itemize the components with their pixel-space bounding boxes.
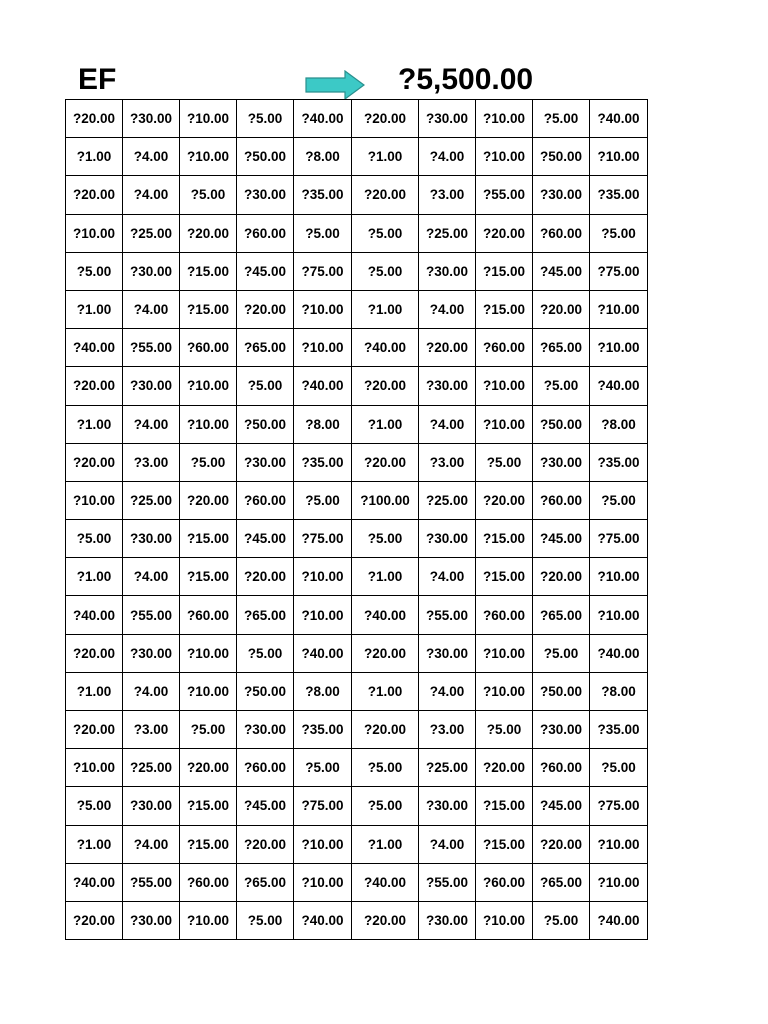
table-cell: ?30.00	[533, 176, 590, 214]
table-cell: ?5.00	[180, 176, 237, 214]
table-cell: ?4.00	[123, 825, 180, 863]
table-cell: ?40.00	[66, 329, 123, 367]
table-cell: ?10.00	[180, 901, 237, 939]
table-cell: ?40.00	[590, 901, 648, 939]
table-cell: ?30.00	[237, 176, 294, 214]
table-cell: ?20.00	[352, 100, 419, 138]
table-cell: ?15.00	[180, 290, 237, 328]
table-cell: ?5.00	[237, 634, 294, 672]
table-cell: ?1.00	[66, 290, 123, 328]
table-row	[66, 787, 648, 825]
table-cell: ?30.00	[533, 443, 590, 481]
table-cell: ?5.00	[352, 749, 419, 787]
table-cell: ?15.00	[180, 825, 237, 863]
table-cell: ?30.00	[419, 100, 476, 138]
table-cell: ?75.00	[590, 787, 648, 825]
table-row	[66, 558, 648, 596]
table-cell: ?4.00	[123, 138, 180, 176]
table-cell: ?20.00	[476, 214, 533, 252]
table-cell: ?4.00	[123, 176, 180, 214]
table-cell: ?8.00	[294, 672, 352, 710]
table-cell: ?5.00	[590, 481, 648, 519]
table-cell: ?15.00	[476, 252, 533, 290]
table-cell: ?10.00	[66, 749, 123, 787]
table-cell: ?40.00	[590, 100, 648, 138]
table-cell: ?20.00	[419, 329, 476, 367]
table-cell: ?20.00	[237, 825, 294, 863]
table-cell: ?5.00	[590, 214, 648, 252]
table-cell: ?10.00	[294, 596, 352, 634]
table-row	[66, 825, 648, 863]
table-cell: ?45.00	[237, 252, 294, 290]
table-cell: ?20.00	[66, 711, 123, 749]
table-cell: ?60.00	[180, 863, 237, 901]
table-cell: ?40.00	[294, 100, 352, 138]
table-cell: ?8.00	[590, 672, 648, 710]
table-cell: ?25.00	[419, 481, 476, 519]
table-cell: ?20.00	[476, 749, 533, 787]
table-cell: ?3.00	[419, 711, 476, 749]
table-cell: ?50.00	[533, 405, 590, 443]
table-cell: ?50.00	[237, 138, 294, 176]
table-cell: ?75.00	[294, 787, 352, 825]
table-cell: ?10.00	[180, 367, 237, 405]
table-row	[66, 711, 648, 749]
table-cell: ?5.00	[533, 100, 590, 138]
table-cell: ?75.00	[294, 520, 352, 558]
table-cell: ?75.00	[294, 252, 352, 290]
table-row	[66, 901, 648, 939]
table-cell: ?4.00	[123, 672, 180, 710]
table-row	[66, 100, 648, 138]
table-cell: ?20.00	[66, 176, 123, 214]
table-cell: ?5.00	[237, 367, 294, 405]
table-row	[66, 596, 648, 634]
table-cell: ?10.00	[590, 596, 648, 634]
table-cell: ?20.00	[352, 901, 419, 939]
table-cell: ?5.00	[237, 100, 294, 138]
table-row	[66, 481, 648, 519]
amount-grid	[65, 99, 648, 940]
table-cell: ?5.00	[180, 443, 237, 481]
table-cell: ?10.00	[590, 329, 648, 367]
table-cell: ?10.00	[294, 863, 352, 901]
table-cell: ?5.00	[237, 901, 294, 939]
table-cell: ?30.00	[419, 520, 476, 558]
table-cell: ?10.00	[476, 138, 533, 176]
table-cell: ?20.00	[476, 481, 533, 519]
table-cell: ?50.00	[237, 405, 294, 443]
table-cell: ?10.00	[180, 672, 237, 710]
table-cell: ?30.00	[419, 787, 476, 825]
table-cell: ?30.00	[123, 787, 180, 825]
table-cell: ?8.00	[294, 405, 352, 443]
table-cell: ?10.00	[476, 634, 533, 672]
table-row	[66, 749, 648, 787]
table-cell: ?10.00	[590, 558, 648, 596]
table-row	[66, 443, 648, 481]
table-row	[66, 672, 648, 710]
table-cell: ?40.00	[352, 863, 419, 901]
table-cell: ?40.00	[66, 863, 123, 901]
table-cell: ?65.00	[237, 596, 294, 634]
table-cell: ?10.00	[476, 100, 533, 138]
table-cell: ?30.00	[419, 901, 476, 939]
table-cell: ?10.00	[294, 825, 352, 863]
table-row	[66, 863, 648, 901]
table-cell: ?5.00	[352, 214, 419, 252]
table-cell: ?60.00	[180, 596, 237, 634]
table-cell: ?5.00	[352, 252, 419, 290]
table-cell: ?40.00	[294, 367, 352, 405]
table-cell: ?30.00	[123, 520, 180, 558]
table-cell: ?10.00	[180, 405, 237, 443]
table-cell: ?4.00	[123, 558, 180, 596]
table-cell: ?4.00	[419, 405, 476, 443]
table-row	[66, 634, 648, 672]
table-cell: ?20.00	[180, 481, 237, 519]
table-cell: ?8.00	[590, 405, 648, 443]
table-cell: ?5.00	[180, 711, 237, 749]
table-cell: ?55.00	[123, 863, 180, 901]
table-cell: ?15.00	[180, 252, 237, 290]
table-cell: ?35.00	[294, 443, 352, 481]
table-cell: ?50.00	[533, 672, 590, 710]
table-cell: ?40.00	[352, 329, 419, 367]
table-cell: ?40.00	[352, 596, 419, 634]
table-cell: ?4.00	[419, 558, 476, 596]
table-cell: ?5.00	[294, 214, 352, 252]
table-cell: ?4.00	[123, 290, 180, 328]
table-row	[66, 176, 648, 214]
table-cell: ?30.00	[533, 711, 590, 749]
table-cell: ?35.00	[294, 176, 352, 214]
table-row	[66, 138, 648, 176]
table-cell: ?20.00	[352, 443, 419, 481]
table-cell: ?30.00	[123, 367, 180, 405]
table-cell: ?40.00	[66, 596, 123, 634]
table-cell: ?1.00	[352, 405, 419, 443]
table-cell: ?10.00	[180, 634, 237, 672]
table-row	[66, 252, 648, 290]
table-row	[66, 290, 648, 328]
table-cell: ?4.00	[419, 138, 476, 176]
table-cell: ?60.00	[533, 214, 590, 252]
table-cell: ?5.00	[66, 252, 123, 290]
table-cell: ?60.00	[237, 749, 294, 787]
table-cell: ?10.00	[590, 138, 648, 176]
table-row	[66, 367, 648, 405]
table-cell: ?20.00	[66, 634, 123, 672]
table-cell: ?10.00	[294, 558, 352, 596]
table-cell: ?60.00	[237, 481, 294, 519]
table-cell: ?10.00	[180, 138, 237, 176]
table-cell: ?45.00	[533, 520, 590, 558]
table-cell: ?1.00	[66, 138, 123, 176]
table-cell: ?65.00	[237, 329, 294, 367]
table-cell: ?1.00	[66, 558, 123, 596]
table-cell: ?25.00	[419, 749, 476, 787]
table-cell: ?5.00	[352, 787, 419, 825]
table-cell: ?20.00	[533, 558, 590, 596]
table-cell: ?10.00	[476, 405, 533, 443]
table-cell: ?40.00	[590, 367, 648, 405]
table-cell: ?40.00	[590, 634, 648, 672]
table-cell: ?100.00	[352, 481, 419, 519]
table-cell: ?1.00	[66, 672, 123, 710]
table-cell: ?10.00	[476, 672, 533, 710]
table-cell: ?4.00	[419, 672, 476, 710]
table-cell: ?60.00	[237, 214, 294, 252]
table-cell: ?10.00	[66, 481, 123, 519]
table-cell: ?10.00	[590, 290, 648, 328]
table-cell: ?60.00	[476, 863, 533, 901]
table-cell: ?20.00	[352, 634, 419, 672]
table-cell: ?15.00	[476, 558, 533, 596]
table-cell: ?15.00	[180, 787, 237, 825]
table-cell: ?35.00	[294, 711, 352, 749]
table-cell: ?1.00	[352, 558, 419, 596]
table-cell: ?55.00	[123, 329, 180, 367]
table-cell: ?60.00	[533, 749, 590, 787]
table-cell: ?65.00	[533, 596, 590, 634]
table-cell: ?75.00	[590, 520, 648, 558]
table-cell: ?5.00	[352, 520, 419, 558]
table-cell: ?20.00	[180, 214, 237, 252]
table-cell: ?30.00	[237, 443, 294, 481]
table-cell: ?4.00	[419, 825, 476, 863]
table-cell: ?10.00	[66, 214, 123, 252]
table-cell: ?45.00	[237, 787, 294, 825]
table-cell: ?75.00	[590, 252, 648, 290]
table-cell: ?20.00	[237, 558, 294, 596]
table-cell: ?60.00	[533, 481, 590, 519]
table-cell: ?35.00	[590, 176, 648, 214]
table-cell: ?3.00	[123, 711, 180, 749]
table-cell: ?25.00	[123, 214, 180, 252]
table-cell: ?55.00	[123, 596, 180, 634]
table-cell: ?30.00	[419, 367, 476, 405]
table-cell: ?1.00	[66, 405, 123, 443]
total-amount: ?5,500.00	[398, 63, 534, 96]
table-cell: ?15.00	[180, 558, 237, 596]
table-cell: ?15.00	[180, 520, 237, 558]
table-cell: ?15.00	[476, 825, 533, 863]
table-cell: ?30.00	[123, 100, 180, 138]
table-cell: ?1.00	[352, 672, 419, 710]
table-cell: ?4.00	[419, 290, 476, 328]
table-cell: ?45.00	[533, 787, 590, 825]
table-cell: ?3.00	[123, 443, 180, 481]
table-cell: ?30.00	[123, 634, 180, 672]
table-cell: ?20.00	[352, 176, 419, 214]
table-cell: ?25.00	[123, 749, 180, 787]
table-cell: ?15.00	[476, 520, 533, 558]
table-cell: ?8.00	[294, 138, 352, 176]
table-cell: ?35.00	[590, 711, 648, 749]
table-cell: ?10.00	[476, 367, 533, 405]
table-cell: ?20.00	[66, 901, 123, 939]
table-cell: ?30.00	[419, 634, 476, 672]
table-cell: ?60.00	[180, 329, 237, 367]
table-cell: ?1.00	[352, 138, 419, 176]
table-cell: ?30.00	[237, 711, 294, 749]
table-cell: ?15.00	[476, 787, 533, 825]
table-cell: ?4.00	[123, 405, 180, 443]
table-cell: ?20.00	[352, 711, 419, 749]
table-cell: ?20.00	[352, 367, 419, 405]
table-row	[66, 214, 648, 252]
table-cell: ?40.00	[294, 901, 352, 939]
table-cell: ?5.00	[294, 749, 352, 787]
table-cell: ?5.00	[533, 634, 590, 672]
table-cell: ?20.00	[533, 290, 590, 328]
table-cell: ?25.00	[419, 214, 476, 252]
table-cell: ?10.00	[294, 290, 352, 328]
table-cell: ?3.00	[419, 176, 476, 214]
table-cell: ?40.00	[294, 634, 352, 672]
table-cell: ?1.00	[352, 290, 419, 328]
table-cell: ?3.00	[419, 443, 476, 481]
table-cell: ?10.00	[590, 863, 648, 901]
table-cell: ?5.00	[533, 367, 590, 405]
table-cell: ?20.00	[66, 443, 123, 481]
table-cell: ?65.00	[237, 863, 294, 901]
table-cell: ?10.00	[476, 901, 533, 939]
table-cell: ?60.00	[476, 329, 533, 367]
table-row	[66, 329, 648, 367]
table-cell: ?5.00	[66, 787, 123, 825]
table-row	[66, 405, 648, 443]
table-cell: ?50.00	[237, 672, 294, 710]
table-cell: ?5.00	[294, 481, 352, 519]
table-cell: ?30.00	[419, 252, 476, 290]
table-cell: ?30.00	[123, 901, 180, 939]
table-cell: ?35.00	[590, 443, 648, 481]
table-cell: ?50.00	[533, 138, 590, 176]
table-cell: ?45.00	[533, 252, 590, 290]
table-cell: ?65.00	[533, 863, 590, 901]
table-cell: ?20.00	[180, 749, 237, 787]
table-cell: ?60.00	[476, 596, 533, 634]
table-cell: ?20.00	[66, 100, 123, 138]
table-cell: ?55.00	[476, 176, 533, 214]
table-cell: ?65.00	[533, 329, 590, 367]
table-cell: ?5.00	[533, 901, 590, 939]
table-cell: ?10.00	[590, 825, 648, 863]
table-cell: ?30.00	[123, 252, 180, 290]
table-cell: ?20.00	[237, 290, 294, 328]
table-row	[66, 520, 648, 558]
table-cell: ?1.00	[352, 825, 419, 863]
table-cell: ?5.00	[590, 749, 648, 787]
table-cell: ?20.00	[533, 825, 590, 863]
table-cell: ?1.00	[66, 825, 123, 863]
page-title: EF	[78, 63, 117, 96]
table-cell: ?45.00	[237, 520, 294, 558]
table-cell: ?20.00	[66, 367, 123, 405]
table-cell: ?55.00	[419, 596, 476, 634]
table-cell: ?55.00	[419, 863, 476, 901]
table-cell: ?5.00	[476, 443, 533, 481]
right-arrow-icon	[305, 70, 365, 100]
table-cell: ?15.00	[476, 290, 533, 328]
table-cell: ?5.00	[66, 520, 123, 558]
table-cell: ?5.00	[476, 711, 533, 749]
table-cell: ?25.00	[123, 481, 180, 519]
table-cell: ?10.00	[294, 329, 352, 367]
table-cell: ?10.00	[180, 100, 237, 138]
